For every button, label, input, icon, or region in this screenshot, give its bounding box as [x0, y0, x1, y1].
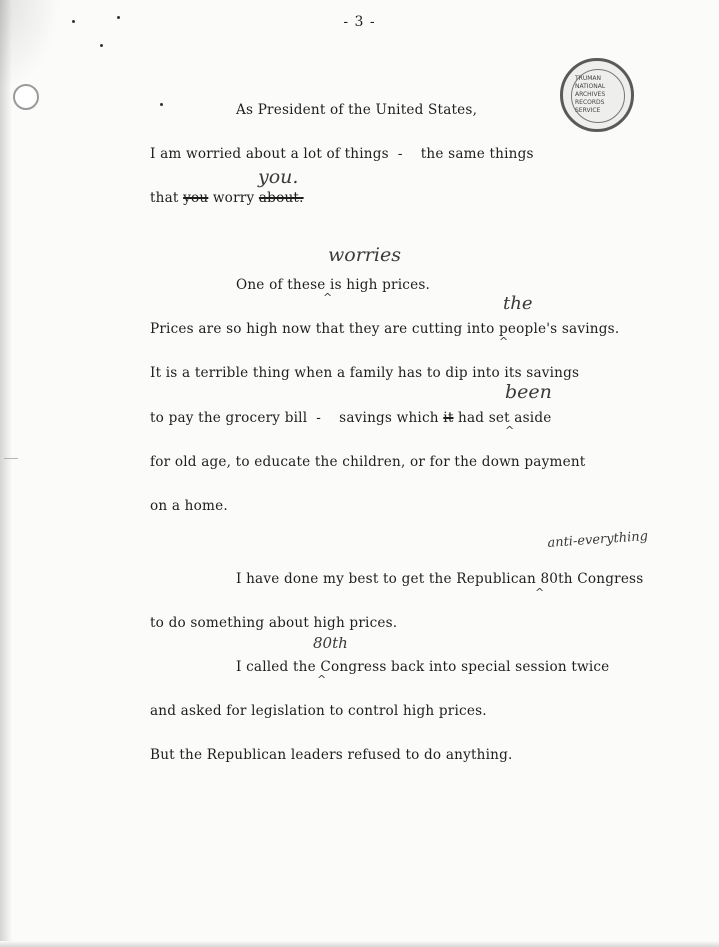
text-line-edited	[150, 410, 551, 426]
handwritten-insert: been	[505, 381, 552, 403]
stamp-line: ARCHIVES	[575, 91, 606, 98]
text-fragment: to pay the grocery bill - savings which	[150, 410, 444, 426]
insertion-caret: ^	[505, 424, 515, 437]
text-fragment: set aside	[488, 410, 552, 426]
text-fragment: I called the	[236, 659, 316, 675]
insertion-caret: ^	[317, 673, 327, 686]
text-line: I am worried about a lot of things - the same things	[150, 146, 534, 162]
struck-word: about.	[258, 190, 304, 206]
text-line: But the Republican leaders refused to do anything.	[150, 747, 513, 763]
text-line: on a home.	[150, 498, 228, 514]
text-fragment: Republican	[456, 571, 536, 587]
text-fragment: 80th Congress	[540, 571, 644, 587]
text-fragment: Congress back into special session twice	[320, 659, 610, 675]
text-fragment: is high prices.	[330, 277, 431, 293]
stamp-line: SERVICE	[575, 107, 601, 114]
text-line: to do something about high prices.	[150, 615, 398, 631]
insertion-caret: ^	[323, 291, 333, 304]
text-line: As President of the United States,	[236, 102, 478, 118]
text-line-edited	[236, 277, 430, 293]
struck-word: it	[443, 410, 454, 426]
stamp-line: TRUMAN	[575, 75, 601, 82]
stamp-line: RECORDS	[575, 99, 605, 106]
handwritten-insert: the	[503, 293, 533, 314]
text-fragment: that	[150, 190, 184, 206]
handwritten-insert: 80th	[313, 634, 348, 652]
text-line: for old age, to educate the children, or for the down payment	[150, 454, 586, 470]
speck	[160, 103, 163, 106]
text-line-edited	[150, 190, 304, 206]
handwritten-insert: anti-everything	[547, 528, 649, 551]
page-edge	[0, 0, 12, 947]
text-fragment: Prices are so high now that they are cutting into	[150, 321, 495, 337]
handwritten-insert: worries	[328, 244, 401, 266]
insertion-caret: ^	[499, 335, 509, 348]
text-line-edited	[236, 659, 609, 675]
punch-hole	[13, 84, 39, 110]
archives-stamp	[560, 58, 634, 132]
text-line-edited	[150, 321, 619, 337]
text-fragment: One of these	[236, 277, 326, 293]
margin-mark	[4, 458, 18, 459]
page-number: - 3 -	[343, 14, 376, 30]
scan-bottom-edge	[0, 941, 719, 947]
text-fragment: had	[453, 410, 485, 426]
text-line: and asked for legislation to control high prices.	[150, 703, 487, 719]
struck-word: you	[183, 190, 209, 206]
text-line-edited	[236, 571, 643, 587]
handwritten-insert: you.	[258, 166, 299, 188]
speck	[100, 44, 103, 47]
text-fragment: people's savings.	[499, 321, 620, 337]
stamp-line: NATIONAL	[575, 83, 606, 90]
text-line: It is a terrible thing when a family has to dip into its savings	[150, 365, 580, 381]
text-fragment: I have done my best to get the	[236, 571, 452, 587]
insertion-caret: ^	[535, 586, 545, 599]
text-fragment: worry	[208, 190, 259, 206]
